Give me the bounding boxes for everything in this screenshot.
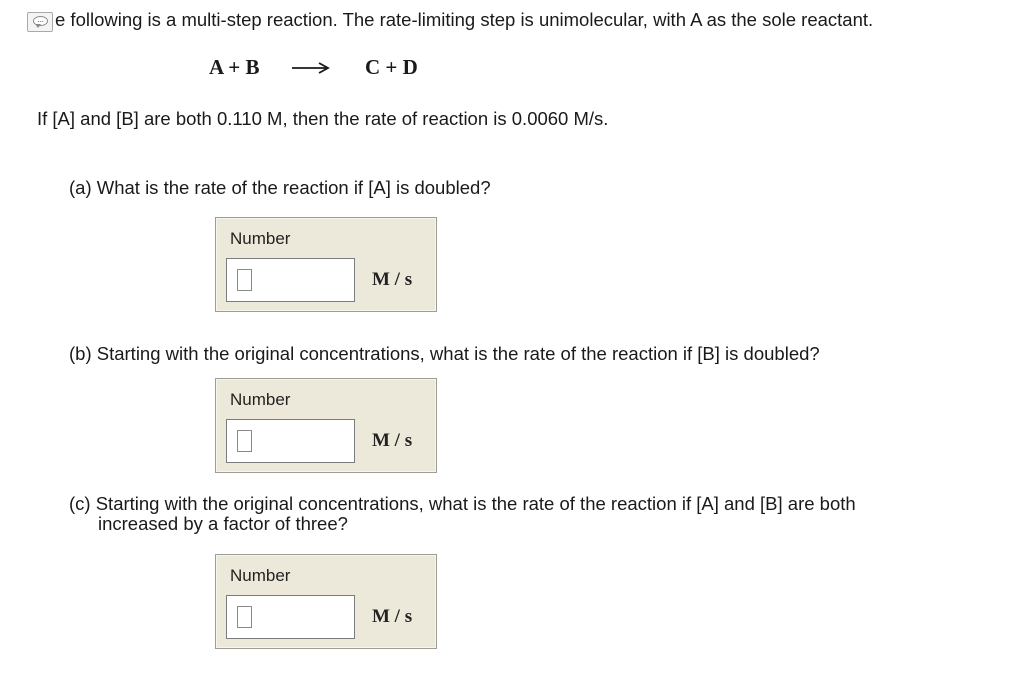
answer-c-cursor (237, 606, 252, 628)
answer-box-c (215, 554, 437, 649)
answer-c-label: Number (230, 566, 291, 585)
answer-c-unit: M / s (372, 606, 413, 627)
reaction-products: C + D (365, 55, 418, 79)
question-c-prompt (69, 494, 969, 534)
answer-b-cursor (237, 430, 252, 452)
answer-box-b (215, 378, 437, 473)
problem-conditions: If [A] and [B] are both 0.110 M, then the rate of reaction is 0.0060 M/s. (37, 108, 609, 129)
reaction-reactants: A + B (209, 55, 260, 79)
answer-box-a (215, 217, 437, 312)
speech-bubble-tail (35, 24, 41, 28)
answer-a-input[interactable] (226, 258, 355, 302)
question-a-prompt: (a) What is the rate of the reaction if [A] is doubled? (69, 177, 491, 198)
answer-c-input[interactable] (226, 595, 355, 639)
answer-b-label: Number (230, 390, 291, 409)
answer-a-label: Number (230, 229, 291, 248)
question-c-line1: (c) Starting with the original concentrations, what is the rate of the reaction if [A] and [B] are both (69, 493, 856, 514)
question-c-line2: increased by a factor of three? (98, 513, 348, 534)
speech-bubble-icon[interactable] (27, 12, 53, 32)
problem-intro: e following is a multi-step reaction. The rate-limiting step is unimolecular, with A as the sole reactant. (55, 9, 874, 30)
answer-b-unit: M / s (372, 430, 413, 451)
answer-a-cursor (237, 269, 252, 291)
speech-bubble-glyph: ... (33, 16, 48, 26)
question-b-prompt: (b) Starting with the original concentrations, what is the rate of the reaction if [B] is doubled? (69, 343, 820, 364)
answer-a-unit: M / s (372, 269, 413, 290)
right-arrow-icon (292, 62, 330, 74)
answer-b-input[interactable] (226, 419, 355, 463)
